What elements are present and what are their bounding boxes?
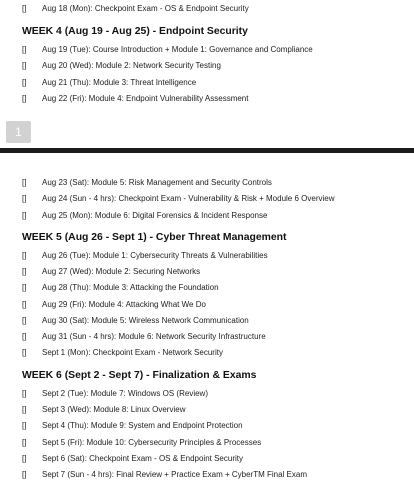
schedule-item-text: Sept 4 (Thu): Module 9: System and Endpoint Protection	[42, 421, 243, 430]
schedule-item	[22, 403, 185, 417]
week-6-heading: WEEK 6 (Sept 2 - Sept 7) - Finalization & Exams	[22, 370, 257, 381]
schedule-item	[22, 468, 307, 482]
checkbox[interactable]: []	[22, 332, 27, 341]
schedule-item	[22, 76, 196, 90]
schedule-item	[22, 192, 335, 206]
schedule-item-text: Aug 26 (Tue): Module 1: Cybersecurity Threats & Vulnerabilities	[42, 251, 268, 260]
schedule-item	[22, 314, 249, 328]
schedule-item-text: Aug 18 (Mon): Checkpoint Exam - OS & Endpoint Security	[42, 4, 249, 13]
schedule-item-text: Aug 23 (Sat): Module 5: Risk Management and Security Controls	[42, 178, 272, 187]
checkbox[interactable]: []	[22, 267, 27, 276]
checkbox[interactable]: []	[22, 438, 27, 447]
schedule-item-text: Aug 21 (Thu): Module 3: Threat Intelligence	[42, 78, 197, 87]
schedule-item-text: Aug 28 (Thu): Module 3: Attacking the Foundation	[42, 283, 219, 292]
schedule-item-text: Sept 1 (Mon): Checkpoint Exam - Network Security	[42, 348, 223, 357]
schedule-item	[22, 92, 248, 106]
schedule-item	[22, 59, 221, 73]
document-page-1	[0, 0, 414, 148]
schedule-item	[22, 2, 249, 16]
schedule-item-text: Aug 20 (Wed): Module 2: Network Security Testing	[42, 61, 221, 70]
schedule-item-text: Aug 31 (Sun - 4 hrs): Module 6: Network Security Infrastructure	[42, 332, 266, 341]
schedule-item-text: Aug 27 (Wed): Module 2: Securing Networks	[42, 267, 201, 276]
schedule-item	[22, 176, 272, 190]
checkbox[interactable]: []	[22, 405, 27, 414]
schedule-item-text: Aug 19 (Tue): Course Introduction + Module 1: Governance and Compliance	[42, 45, 313, 54]
checkbox[interactable]: []	[22, 178, 27, 187]
checkbox[interactable]: []	[22, 454, 27, 463]
checkbox[interactable]: []	[22, 94, 27, 103]
checkbox[interactable]: []	[22, 421, 27, 430]
checkbox[interactable]: []	[22, 211, 27, 220]
schedule-item	[22, 387, 208, 401]
document-page-2	[0, 153, 414, 500]
week-4-heading: WEEK 4 (Aug 19 - Aug 25) - Endpoint Security	[22, 26, 248, 37]
page-number-badge: 1	[6, 121, 31, 143]
schedule-item	[22, 436, 261, 450]
schedule-item-text: Aug 30 (Sat): Module 5: Wireless Network Communication	[42, 316, 249, 325]
checkbox[interactable]: []	[22, 348, 27, 357]
checkbox[interactable]: []	[22, 45, 27, 54]
schedule-item	[22, 249, 268, 263]
checkbox[interactable]: []	[22, 251, 27, 260]
checkbox[interactable]: []	[22, 470, 27, 479]
schedule-item	[22, 419, 243, 433]
schedule-item-text: Sept 7 (Sun - 4 hrs): Final Review + Practice Exam + CyberTM Final Exam	[42, 470, 307, 479]
schedule-item-text: Sept 3 (Wed): Module 8: Linux Overview	[42, 405, 186, 414]
schedule-item	[22, 265, 200, 279]
schedule-item-text: Aug 25 (Mon): Module 6: Digital Forensics & Incident Response	[42, 211, 268, 220]
checkbox[interactable]: []	[22, 316, 27, 325]
schedule-item	[22, 43, 313, 57]
week-5-heading: WEEK 5 (Aug 26 - Sept 1) - Cyber Threat Management	[22, 232, 287, 243]
schedule-item	[22, 281, 219, 295]
schedule-item	[22, 209, 267, 223]
schedule-item	[22, 330, 266, 344]
schedule-item-text: Sept 2 (Tue): Module 7: Windows OS (Review)	[42, 389, 208, 398]
checkbox[interactable]: []	[22, 194, 27, 203]
schedule-item	[22, 346, 223, 360]
checkbox[interactable]: []	[22, 4, 27, 13]
checkbox[interactable]: []	[22, 300, 27, 309]
schedule-item	[22, 298, 206, 312]
checkbox[interactable]: []	[22, 78, 27, 87]
checkbox[interactable]: []	[22, 389, 27, 398]
schedule-item-text: Aug 24 (Sun - 4 hrs): Checkpoint Exam - Vulnerability & Risk + Module 6 Overview	[42, 194, 335, 203]
schedule-item-text: Sept 5 (Fri): Module 10: Cybersecurity Principles & Processes	[42, 438, 262, 447]
schedule-item-text: Aug 22 (Fri): Module 4: Endpoint Vulnerability Assessment	[42, 94, 249, 103]
schedule-item-text: Sept 6 (Sat): Checkpoint Exam - OS & Endpoint Security	[42, 454, 243, 463]
checkbox[interactable]: []	[22, 283, 27, 292]
schedule-item-text: Aug 29 (Fri): Module 4: Attacking What We Do	[42, 300, 206, 309]
schedule-item	[22, 452, 243, 466]
checkbox[interactable]: []	[22, 61, 27, 70]
